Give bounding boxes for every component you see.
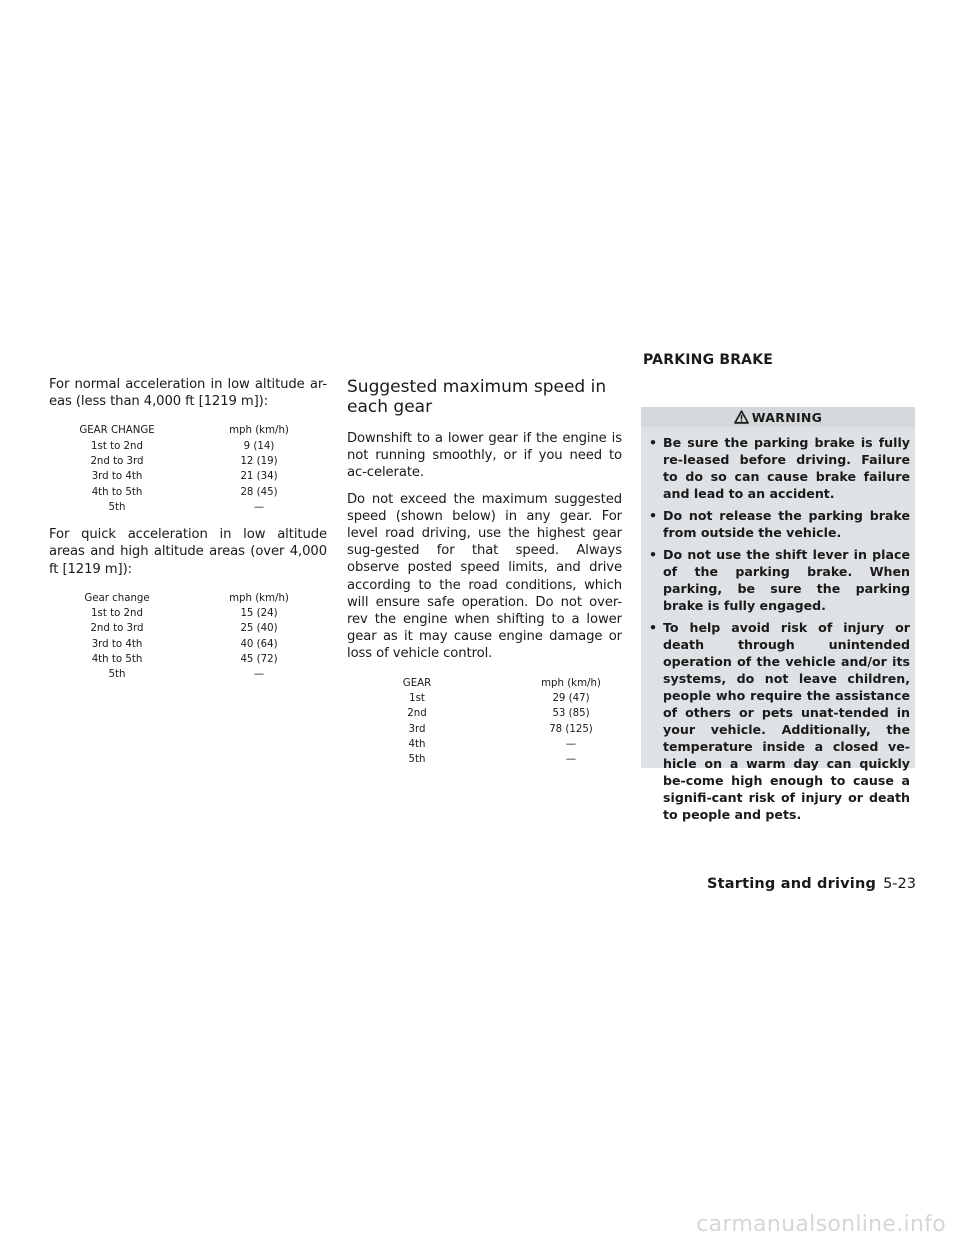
page-footer <box>707 876 916 892</box>
table-row <box>49 469 327 484</box>
section-title: Suggested maximum speed in each gear <box>347 377 607 417</box>
column-left <box>49 376 327 683</box>
table-cell: 1st to 2nd <box>91 440 143 452</box>
table-cell: 12 (19) <box>240 456 278 467</box>
warning-text: To help avoid risk of injury or death through unintended operation of the vehicle and/or its systems, do not leave children, people who require the assistance of others or pets unat-tended in your vehicle. Additionally, the temperature inside a closed ve-hicle on a warm day can quickly be-come high enough to cause a signifi-cant risk of injury or death to people and pets. <box>663 620 910 822</box>
list-item <box>646 434 910 502</box>
table-cell: 2nd to 3rd <box>90 456 144 467</box>
table-cell: 4th to 5th <box>91 486 143 498</box>
table-cell: 2nd <box>407 708 427 720</box>
table-header: GEAR <box>402 677 432 689</box>
table-cell: 1st <box>409 692 425 704</box>
table-row <box>49 439 327 454</box>
intro-normal-acceleration: For normal acceleration in low altitude ar-eas (less than 4,000 ft [1219 m]): <box>49 377 327 410</box>
table-cell: 3rd to 4th <box>91 471 143 483</box>
table-header: GEAR CHANGE <box>79 425 155 437</box>
warning-text: Be sure the parking brake is fully re-leased before driving. Failure to do so can cause brake failure and lead to an accident. <box>663 435 910 501</box>
table-cell: — <box>565 754 577 766</box>
footer-section-title: Starting and driving <box>706 876 877 892</box>
table-cell: 45 (72) <box>240 653 278 665</box>
table-cell: 4th to 5th <box>91 653 143 665</box>
table-cell: 5th <box>108 501 126 513</box>
paragraph: Do not exceed the maximum suggested speed (shown below) in any gear. For level road driving, use the highest gear sug-gested for that speed. Always observe posted speed limits, and drive according to the road conditions, which will ensure safe operation. Do not over-rev the engine when shifting to a lower gear as it may cause engine damage or loss of vehicle control. <box>347 491 622 662</box>
bullet: • <box>649 508 658 523</box>
list-item <box>646 507 910 541</box>
table-cell: 3rd to 4th <box>91 638 143 650</box>
table-header: mph (km/h) <box>541 677 601 689</box>
warning-header <box>641 407 915 427</box>
table-cell: — <box>565 738 577 750</box>
table-row <box>347 737 622 752</box>
table-cell: 25 (40) <box>240 623 278 635</box>
table-cell: 2nd to 3rd <box>90 623 144 635</box>
table-header-row <box>49 423 327 438</box>
table-header-row <box>347 676 622 691</box>
table-cell: 3rd <box>408 723 426 735</box>
table-row <box>49 637 327 652</box>
table-cell: 5th <box>108 669 126 681</box>
table-row <box>49 652 327 667</box>
list-item <box>646 546 910 614</box>
list-item <box>646 619 910 823</box>
max-speed-table <box>347 676 622 768</box>
column-middle <box>347 376 622 767</box>
table-cell: 5th <box>408 754 426 766</box>
table-cell: — <box>253 501 265 513</box>
table-cell: 28 (45) <box>240 486 278 498</box>
table-header: mph (km/h) <box>229 592 289 604</box>
bullet: • <box>649 620 658 635</box>
table-cell: 4th <box>408 738 426 750</box>
warning-text: Do not release the parking brake from outside the vehicle. <box>663 508 910 540</box>
table-cell: 29 (47) <box>552 692 590 704</box>
table-cell: 21 (34) <box>240 471 278 483</box>
intro-quick-acceleration: For quick acceleration in low altitude areas and high altitude areas (over 4,000 ft [1219 m]): <box>49 527 327 577</box>
table-header-row <box>49 591 327 606</box>
table-row <box>347 706 622 721</box>
section-heading: PARKING BRAKE <box>643 352 774 368</box>
warning-triangle-icon <box>734 410 749 424</box>
table-header: Gear change <box>84 592 150 604</box>
warning-title: WARNING <box>751 409 823 425</box>
table-row <box>49 621 327 636</box>
table-row <box>49 485 327 500</box>
table-cell: 9 (14) <box>243 440 275 452</box>
table-cell: 15 (24) <box>240 608 278 620</box>
table-row <box>49 606 327 621</box>
warning-text: Do not use the shift lever in place of the parking brake. When parking, be sure the parking brake is fully engaged. <box>663 547 910 613</box>
table-row <box>347 722 622 737</box>
table-cell: 78 (125) <box>549 723 593 735</box>
table-cell: 1st to 2nd <box>91 608 143 620</box>
bullet: • <box>649 547 658 562</box>
normal-acceleration-table <box>49 423 327 515</box>
bullet: • <box>649 435 658 450</box>
page-number: 5-23 <box>883 876 916 892</box>
table-cell: 53 (85) <box>552 708 590 720</box>
table-row <box>347 752 622 767</box>
watermark: carmanualsonline.info <box>696 1212 946 1237</box>
table-cell: 40 (64) <box>240 638 278 650</box>
warning-box <box>641 407 915 822</box>
table-row <box>49 667 327 682</box>
quick-acceleration-table <box>49 591 327 683</box>
table-header: mph (km/h) <box>229 425 289 437</box>
table-row <box>347 691 622 706</box>
table-row <box>49 500 327 515</box>
table-cell: — <box>253 669 265 681</box>
paragraph: Downshift to a lower gear if the engine is not running smoothly, or if you need to ac-celerate. <box>347 431 622 481</box>
table-row <box>49 454 327 469</box>
column-right <box>641 352 915 822</box>
warning-list <box>641 427 915 823</box>
